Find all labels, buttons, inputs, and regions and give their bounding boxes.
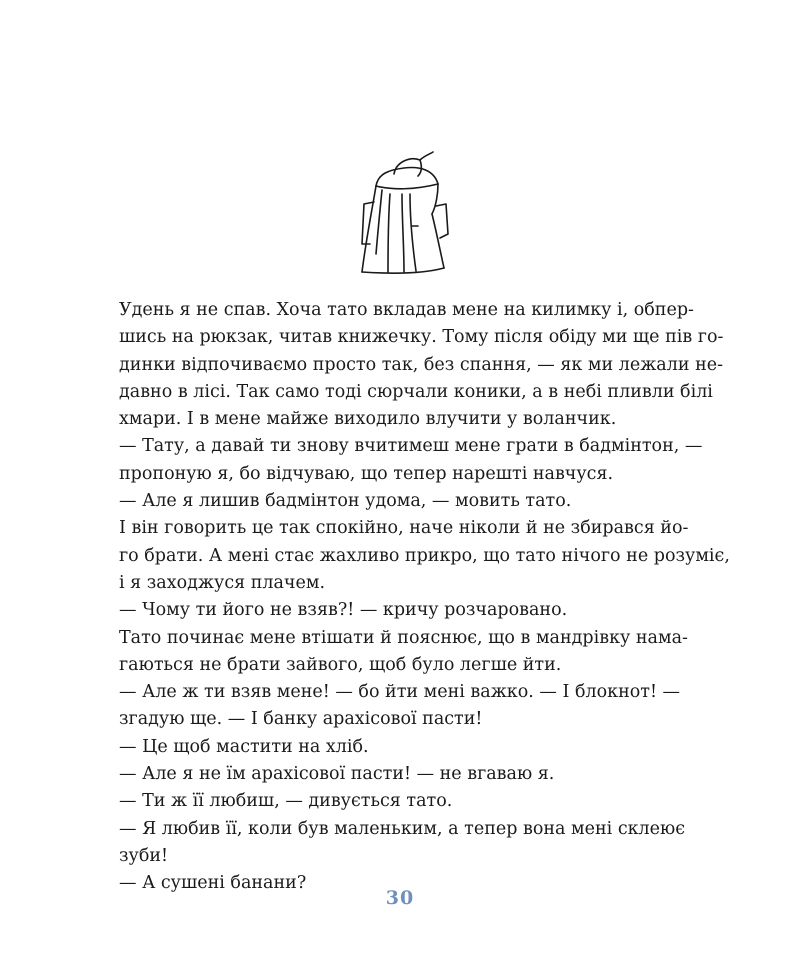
text-line: — Чому ти його не взяв?! — кричу розчаровано.	[119, 600, 568, 621]
text-line: динки відпочиваємо просто так, без спання, — як ми лежали не-	[119, 354, 723, 375]
text-line: і я заходжуся плачем.	[119, 572, 326, 593]
text-line: зуби!	[119, 845, 169, 866]
text-line: — Але я лишив бадмінтон удома, — мовить тато.	[119, 491, 572, 512]
text-line: — А сушені банани?	[119, 873, 307, 894]
text-line: Тато починає мене втішати й пояснює, що в мандрівку нама-	[119, 627, 688, 648]
text-line: — Ти ж її любиш, — дивується тато.	[119, 791, 453, 812]
text-line: — Це щоб мастити на хліб.	[119, 736, 369, 757]
text-line: давно в лісі. Так само тоді сюрчали коники, а в небі пливли білі	[119, 381, 713, 402]
text-line: — Але ж ти взяв мене! — бо йти мені важко. — І блокнот! —	[119, 682, 681, 703]
text-line: — Тату, а давай ти знову вчитимеш мене грати в бадмінтон, —	[119, 436, 703, 457]
text-line: пропоную я, бо відчуваю, що тепер нарешті навчуся.	[119, 463, 614, 484]
text-line: Удень я не спав. Хоча тато вкладав мене на килимку і, обпер-	[119, 300, 694, 320]
text-line: шись на рюкзак, читав книжечку. Тому після обіду ми ще пів го-	[119, 327, 724, 348]
text-line: І він говорить це так спокійно, наче ніколи й не збирався йо-	[119, 518, 689, 539]
text-line: го брати. А мені стає жахливо прикро, що тато нічого не розуміє,	[119, 545, 730, 566]
body-text	[119, 297, 730, 898]
backpack-icon	[352, 150, 462, 280]
text-line: хмари. І в мене майже виходило влучити у воланчик.	[119, 409, 617, 430]
page-number: 30	[385, 887, 415, 909]
text-line: гаються не брати зайвого, щоб було легше йти.	[119, 654, 562, 675]
text-line: — Я любив її, коли був маленьким, а тепер вона мені склеює	[119, 818, 686, 839]
text-line: — Але я не їм арахісової пасти! — не вгаваю я.	[119, 764, 555, 785]
text-line: згадую ще. — І банку арахісової пасти!	[119, 709, 483, 730]
